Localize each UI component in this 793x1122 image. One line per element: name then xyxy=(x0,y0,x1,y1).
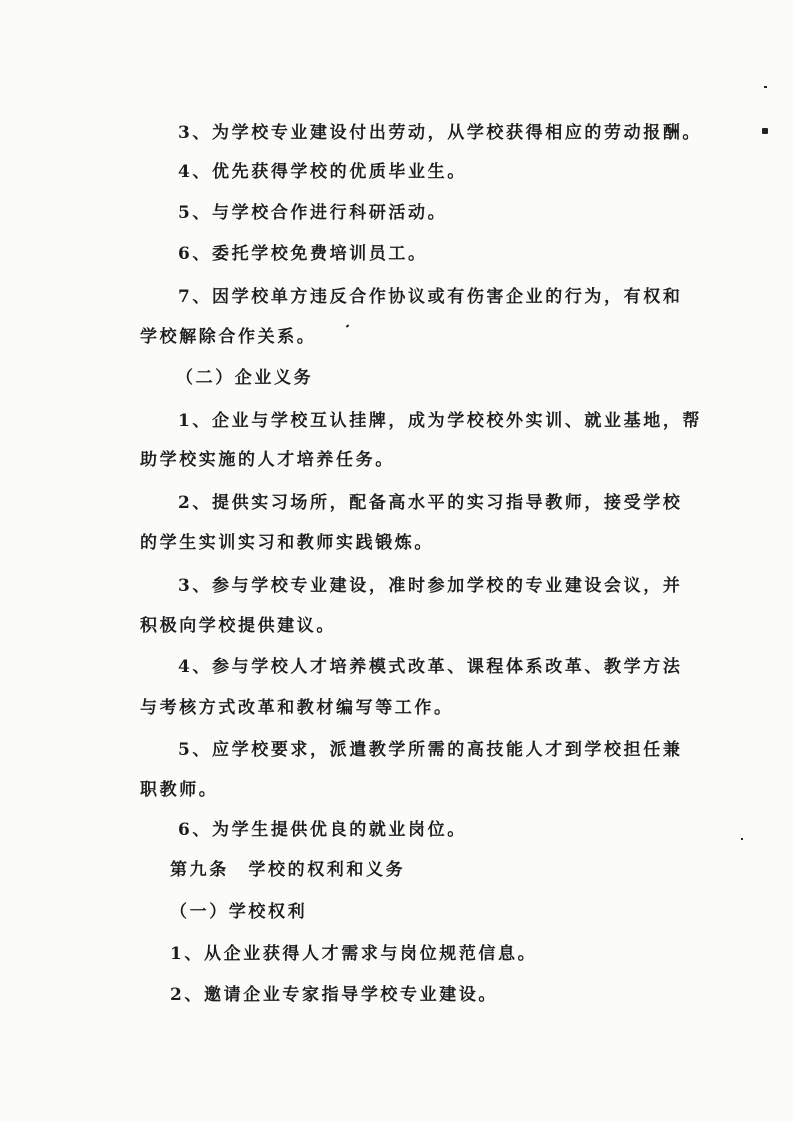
text-line: 3、为学校专业建设付出劳动，从学校获得相应的劳动报酬。 xyxy=(178,123,703,143)
text-line: 1、企业与学校互认挂牌，成为学校校外实训、就业基地，帮 xyxy=(178,411,703,431)
text-line: 6、委托学校免费培训员工。 xyxy=(178,244,428,264)
text-line: 助学校实施的人才培养任务。 xyxy=(140,450,395,470)
scan-speck xyxy=(764,86,767,88)
text-line: 的学生实训实习和教师实践锻炼。 xyxy=(140,533,434,553)
text-line: 1、从企业获得人才需求与岗位规范信息。 xyxy=(170,944,538,964)
text-line: 5、应学校要求，派遣教学所需的高技能人才到学校担任兼 xyxy=(178,740,683,760)
text-line: 3、参与学校专业建设，准时参加学校的专业建设会议，并 xyxy=(178,576,683,596)
text-line: 4、参与学校人才培养模式改革、课程体系改革、教学方法 xyxy=(178,657,683,677)
text-line: 7、因学校单方违反合作协议或有伤害企业的行为，有权和 xyxy=(178,287,683,307)
text-line: 职教师。 xyxy=(140,780,219,800)
text-line: 2、提供实习场所，配备高水平的实习指导教师，接受学校 xyxy=(178,493,683,513)
text-line: 积极向学校提供建议。 xyxy=(140,616,336,636)
text-line: 5、与学校合作进行科研活动。 xyxy=(178,203,448,223)
text-line: 与考核方式改革和教材编写等工作。 xyxy=(140,698,454,718)
scan-speck xyxy=(741,838,743,840)
section-heading: （一）学校权利 xyxy=(170,902,308,922)
text-line: 4、优先获得学校的优质毕业生。 xyxy=(178,162,467,182)
section-heading: （二）企业义务 xyxy=(176,368,314,388)
scan-speck xyxy=(346,324,350,327)
text-line: 2、邀请企业专家指导学校专业建设。 xyxy=(170,985,499,1005)
text-line: 学校解除合作关系。 xyxy=(140,327,317,347)
text-line: 6、为学生提供优良的就业岗位。 xyxy=(178,820,467,840)
scan-speck xyxy=(762,128,768,134)
article-heading: 第九条 学校的权利和义务 xyxy=(170,860,406,880)
